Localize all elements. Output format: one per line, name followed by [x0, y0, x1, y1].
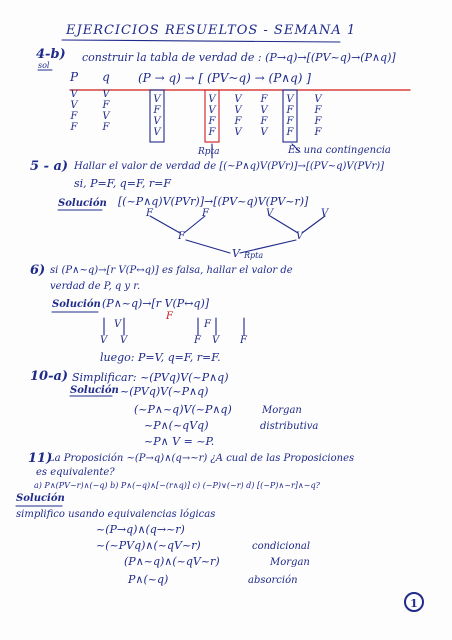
ex5-rpta: Rpta — [244, 251, 264, 260]
ex10-morgan: Morgan — [262, 405, 302, 416]
ex6-value: F — [204, 319, 211, 330]
tree-value: F — [178, 231, 185, 242]
ex10-statement: Simplificar: ~(PVq)V(~P∧q) — [72, 371, 229, 384]
ex4-note: Es una contingencia — [288, 145, 391, 156]
tree-value: F — [202, 208, 209, 219]
ex4-number: 4-b) — [36, 47, 66, 62]
ex6-sol-label: Solución — [52, 299, 101, 310]
ex11-step3: (P∧~q)∧(~qV~r) — [124, 555, 220, 568]
tree-value: V — [321, 208, 329, 219]
ex11-step1: ~(P→q)∧(q→~r) — [96, 523, 185, 536]
table-col-main: V V F F — [208, 94, 216, 138]
ex11-options: a) P∧(PV~r)∧(~q) b) P∧(~q)∧[~(r∧q)] c) (~P)∨(~r) d) [(~P)∧~r]∧~q? — [34, 481, 320, 490]
tree-value: V — [296, 231, 304, 242]
ex11-number: 11) — [28, 451, 53, 466]
ex10-line4: ~P∧ V = ~P. — [144, 435, 215, 448]
table-col-q: q V F V F — [102, 70, 110, 133]
ex11-morgan: Morgan — [270, 557, 310, 568]
tree-value: V — [266, 208, 274, 219]
page-title: EJERCICIOS RESUELTOS - SEMANA 1 — [66, 23, 357, 38]
page-number: 1 — [404, 592, 424, 612]
ex10-line2: (~P∧~q)V(~P∧q) — [134, 403, 232, 416]
table-col-negq: F V F V — [260, 94, 268, 138]
ex6-expr: (P∧~q)→[r V(P↔q)] — [102, 297, 210, 310]
table-col-implication: V F V V — [153, 94, 161, 138]
ex6-value: F — [194, 335, 201, 346]
ex11-statement2: es equivalente? — [36, 467, 115, 478]
ex4-statement: construir la tabla de verdad de : (P→q)→[(PV~q)→(P∧q)] — [82, 51, 396, 64]
ex6-result: luego: P=V, q=F, r=F. — [100, 351, 221, 364]
ex5-expr: [(~P∧q)V(PVr)]→[(PV~q)V(PV~r)] — [118, 195, 309, 208]
table-col-and: V F F F — [314, 94, 322, 138]
ex11-step2: ~(~PVq)∧(~qV~r) — [96, 539, 201, 552]
ex10-distrib: distributiva — [260, 421, 319, 432]
ex5-number: 5 - a) — [30, 159, 69, 174]
table-col-p: P V V F F — [69, 70, 79, 133]
ex6-value: V — [120, 335, 128, 346]
ex6-value: V — [114, 319, 122, 330]
tree-value: F — [146, 208, 153, 219]
ex6-false-mark: F — [166, 311, 173, 322]
ex11-statement: La Proposición ~(P→q)∧(q→~r) ¿A cual de las Proposiciones — [48, 453, 355, 464]
ex4-sol-label: sol — [38, 61, 50, 70]
ex5-given: si, P=F, q=F, r=F — [74, 177, 171, 190]
ex6-number: 6) — [30, 263, 46, 278]
table-col-or: V V F V — [234, 94, 242, 138]
ex11-step4: P∧(~q) — [128, 573, 169, 586]
ex10-number: 10-a) — [30, 369, 69, 384]
ex6-value: F — [240, 335, 247, 346]
ex6-statement2: verdad de P, q y r. — [50, 281, 141, 292]
ex11-condicional: condicional — [252, 541, 311, 552]
ex6-value: V — [100, 335, 108, 346]
ex11-absorcion: absorción — [248, 575, 298, 586]
ex6-statement: si (P∧~q)→[r V(P↔q)] es falsa, hallar el valor de — [50, 265, 293, 276]
ex10-line1: ~(PVq)V(~P∧q) — [120, 385, 209, 398]
table-col-implication2: V F F F — [286, 94, 294, 138]
ex5-statement: Hallar el valor de verdad de [(~P∧q)V(PVr)]→[(PV~q)V(PVr)] — [74, 161, 385, 172]
tree-result: V — [232, 247, 240, 260]
ex6-value: V — [212, 335, 220, 346]
ex4-rpta: Rpta — [198, 147, 220, 157]
ex10-line3: ~P∧(~qVq) — [144, 419, 209, 432]
ex5-sol-label: Solución — [58, 198, 107, 209]
ex4-table-header: (P → q) → [ (PV~q) → (P∧q) ] — [138, 71, 311, 85]
ex11-sol-label: Solución — [16, 493, 65, 504]
ex11-subtitle: simplifico usando equivalencias lógicas — [16, 509, 216, 520]
ex10-sol-label: Solución — [70, 385, 119, 396]
